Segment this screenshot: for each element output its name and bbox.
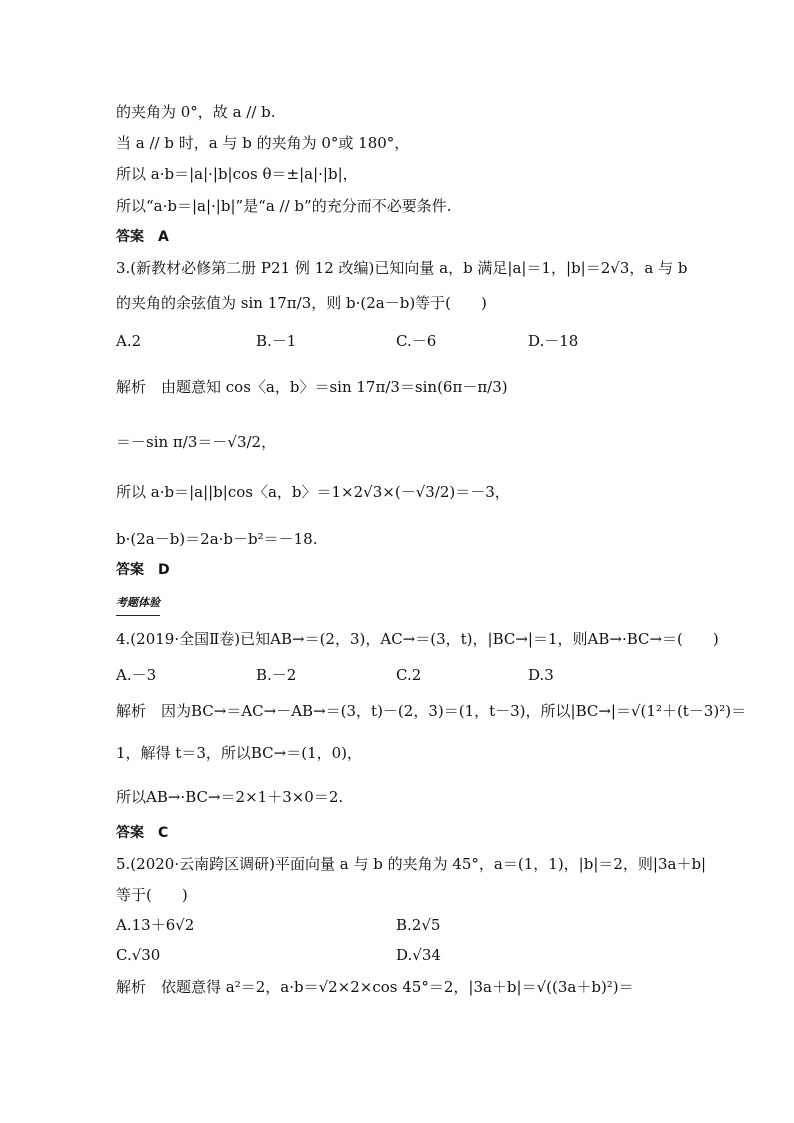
text-line: 当 a // b 时，a 与 b 的夹角为 0°或 180°， xyxy=(116,134,410,152)
option-c: C.√30 xyxy=(116,946,161,964)
question-3-text: 的夹角的余弦值为 sin 17π/3，则 b·(2a－b)等于( ) xyxy=(116,294,487,312)
question-3: 3.(新教材必修第二册 P21 例 12 改编)已知向量 a，b 满足|a|＝1，|b|＝2√3，a 与 b xyxy=(116,259,688,277)
answer-label: 答案 C xyxy=(116,825,169,841)
option-d: D.－18 xyxy=(528,332,579,350)
option-b: B.2√5 xyxy=(396,916,441,934)
option-a: A.2 xyxy=(116,332,142,350)
answer-label: 答案 D xyxy=(116,562,170,578)
question-5: 5.(2020·云南跨区调研)平面向量 a 与 b 的夹角为 45°，a＝(1，1)，|b|＝2，则|3a＋b| xyxy=(116,855,707,873)
solution-line: 1，解得 t＝3，所以BC→＝(1，0)， xyxy=(116,744,363,762)
solution-line: 解析 因为BC→＝AC→－AB→＝(3，t)－(2，3)＝(1，t－3)，所以|BC→|＝√(1²＋(t－3)²)＝ xyxy=(116,702,747,720)
option-c: C.－6 xyxy=(396,332,437,350)
option-d: D.3 xyxy=(528,666,554,684)
solution-line: 所以AB→·BC→＝2×1＋3×0＝2. xyxy=(116,788,344,806)
text-line: 的夹角为 0°，故 a // b. xyxy=(116,103,276,121)
text-line: 所以“a·b＝|a|·|b|”是“a // b”的充分而不必要条件. xyxy=(116,197,452,215)
option-b: B.－1 xyxy=(256,332,297,350)
answer-label: 答案 A xyxy=(116,229,169,245)
solution-line: b·(2a－b)＝2a·b－b²＝－18. xyxy=(116,530,318,548)
option-c: C.2 xyxy=(396,666,422,684)
question-4: 4.(2019·全国Ⅱ卷)已知AB→＝(2，3)，AC→＝(3，t)，|BC→|＝1，则AB→·BC→＝( ) xyxy=(116,630,719,648)
solution-line: 解析 由题意知 cos〈a，b〉＝sin 17π/3＝sin(6π－π/3) xyxy=(116,378,508,396)
option-a: A.－3 xyxy=(116,666,157,684)
solution-line: 所以 a·b＝|a||b|cos〈a，b〉＝1×2√3×(－√3/2)＝－3， xyxy=(116,483,510,501)
solution-line: 解析 依题意得 a²＝2，a·b＝√2×2×cos 45°＝2，|3a＋b|＝√((3a＋b)²)＝ xyxy=(116,978,634,996)
option-b: B.－2 xyxy=(256,666,297,684)
text-line: 所以 a·b＝|a|·|b|cos θ＝±|a|·|b|， xyxy=(116,165,358,183)
question-5-text: 等于( ) xyxy=(116,886,188,904)
section-title: 考题体验 xyxy=(116,592,160,616)
option-d: D.√34 xyxy=(396,946,441,964)
solution-line: ＝－sin π/3＝－√3/2， xyxy=(116,433,277,451)
option-a: A.13＋6√2 xyxy=(116,916,195,934)
